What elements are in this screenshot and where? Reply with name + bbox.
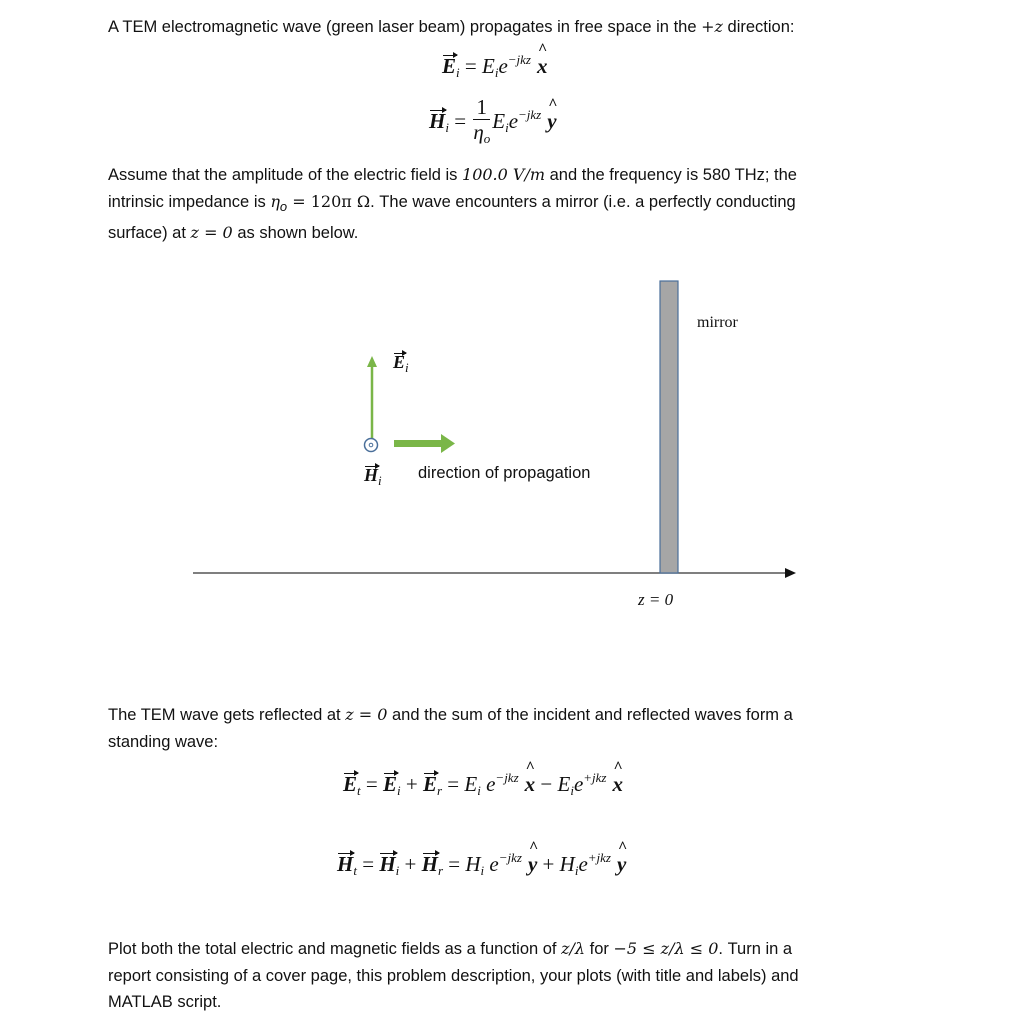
equation-incident-h [429, 95, 557, 151]
sub: i [480, 863, 485, 878]
math-z0: z = 0 [190, 223, 233, 242]
op: + [399, 852, 422, 876]
text: as shown below. [232, 224, 359, 242]
unit-vector-x: ^ x [537, 54, 548, 79]
z0-label: z = 0 [638, 590, 674, 609]
text: report consisting of a cover page, this problem description, your plots (with title and labels) and [108, 966, 799, 985]
e-label [393, 352, 409, 376]
sub: i [574, 863, 579, 878]
text: Assume that the amplitude of the electric field is [108, 166, 463, 184]
sub: o [483, 131, 491, 146]
math-direction: +z [701, 17, 723, 36]
intro-paragraph [108, 14, 928, 41]
exp-base: e [498, 54, 508, 78]
intro-text: A TEM electromagnetic wave (green laser beam) propagates in free space in the [108, 18, 702, 36]
text: . The wave encounters a mirror (i.e. a perfectly conducting [370, 192, 796, 211]
vector: H [379, 852, 396, 876]
sub: o [279, 198, 288, 214]
h-label [364, 465, 382, 489]
text: and the sum of the incident and reflected waves form a [387, 706, 793, 724]
text: intrinsic impedance is [108, 192, 271, 211]
op: + [537, 852, 560, 876]
sub: t [357, 783, 361, 798]
exponent: −jkz [495, 770, 519, 785]
vector: E [382, 772, 397, 796]
vector: E [422, 772, 437, 796]
unit-vector: ^ y [528, 852, 537, 877]
amp: E [464, 772, 478, 796]
text: surface) at [108, 224, 191, 242]
text: The TEM wave gets reflected at [108, 706, 346, 724]
task-paragraph [108, 936, 928, 1016]
denominator [473, 120, 490, 151]
amp: E [557, 772, 571, 796]
text: for [585, 940, 614, 958]
op: + [400, 772, 423, 796]
sub: r [436, 783, 443, 798]
vector: E [343, 772, 358, 796]
exponent: −jkz [518, 106, 542, 122]
exponent: +jkz [587, 850, 611, 865]
equals: = [448, 108, 472, 133]
sub: i [445, 119, 449, 135]
axis-arrowhead-icon [785, 568, 796, 578]
sub: i [570, 783, 574, 798]
math-eta: η [270, 191, 280, 211]
math-z0: z = 0 [345, 705, 388, 724]
math-amplitude: 100.0 V/m [462, 165, 546, 184]
op: − [535, 772, 558, 796]
exp-base: e [508, 108, 519, 133]
vector-h: H [429, 108, 446, 133]
equation-total-e: $E_t = E_i + E_r = E_i$ $e^{-jkz}\^{}$ $x - E_ie^{+jkz}\^{}$ x [343, 770, 623, 799]
unit-vector: ^ y [617, 852, 626, 877]
unit-vector: ^ x [612, 772, 623, 797]
sub: r [437, 863, 444, 878]
unit-vector: ^ x [525, 772, 536, 797]
sub: i [494, 65, 499, 80]
amp: H [559, 852, 575, 876]
equals: = [459, 54, 482, 78]
sub: i [397, 783, 401, 798]
propagation-arrowhead-icon [441, 434, 455, 453]
equation-incident-e [442, 52, 547, 81]
propagation-arrow [394, 440, 442, 447]
mirror [660, 281, 678, 573]
sub: i [395, 863, 400, 878]
vector: H [337, 852, 354, 876]
numerator: 1 [473, 95, 490, 120]
math-range: −5 ≤ z/λ ≤ 0 [613, 939, 719, 958]
amp: H [465, 852, 481, 876]
sub: i [378, 473, 382, 488]
math-impedance: = 120π Ω [287, 191, 371, 211]
sub: i [405, 360, 409, 375]
vector: H [421, 852, 438, 876]
vector-e: E [393, 352, 406, 372]
eta: η [473, 120, 484, 144]
text: MATLAB script. [108, 993, 222, 1011]
vector-h: H [364, 465, 379, 485]
text: standing wave: [108, 732, 219, 751]
equation-total-h: $H_t = H_i + H_r = H_i$ $e^{-jkz}\^{}$ $y + H_ie^{+jkz}\^{}$ y [337, 850, 626, 879]
propagation-label: direction of propagation [418, 464, 591, 482]
assumption-paragraph [108, 162, 928, 247]
intro-tail: direction: [722, 18, 795, 36]
exponent: +jkz [583, 770, 607, 785]
sub: i [477, 783, 481, 798]
fraction [473, 95, 490, 151]
reflection-paragraph [108, 702, 928, 755]
amp: E [481, 54, 495, 78]
amp: E [492, 108, 506, 133]
sub: t [353, 863, 357, 878]
exponent: −jkz [498, 850, 522, 865]
exponent: −jkz [507, 52, 531, 67]
unit-vector-y: ^ y [547, 109, 556, 134]
e-arrowhead-icon [367, 356, 377, 367]
vector-e: E [442, 54, 457, 78]
text: Plot both the total electric and magnetic fields as a function of [108, 940, 562, 958]
math-z-over-lambda: z/λ [561, 939, 586, 958]
sub: i [505, 119, 509, 135]
text: . Turn in a [718, 940, 793, 958]
sub: i [456, 65, 460, 80]
h-field-out-of-page-icon [365, 439, 378, 452]
text: and the frequency is 580 THz; the [545, 166, 797, 184]
diagram [0, 270, 1018, 590]
mirror-label: mirror [697, 314, 738, 331]
